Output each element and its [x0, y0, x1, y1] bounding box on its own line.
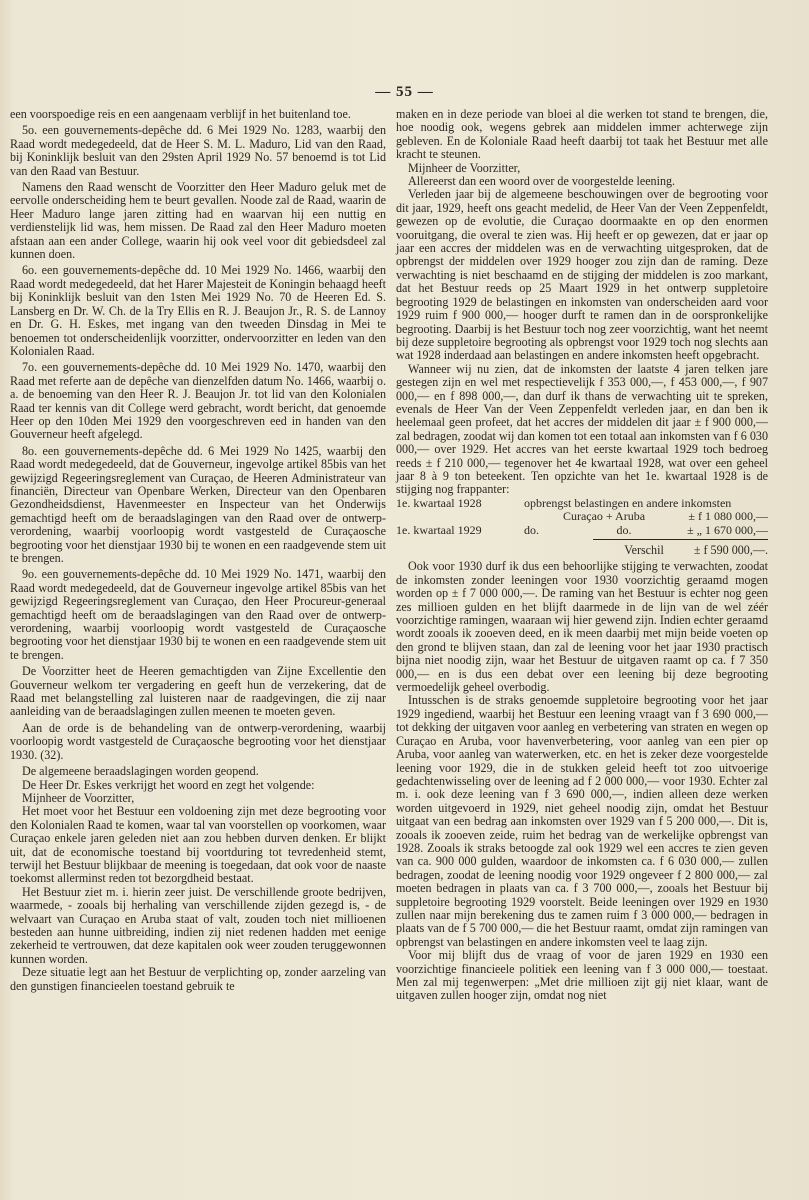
- paragraph: 5o. een gouvernements-depêche dd. 6 Mei 1929 No. 1283, waarbij den Raad wordt medegedeeld, dat de Heer S. M. L. Maduro, Lid van den Raad, bij Koninklijk besluit van den 29sten April 1929 No. 57 benoemd is tot Lid van den Raad van Bestuur.: [10, 123, 386, 178]
- table-period: 1e. kwartaal 1929: [396, 522, 482, 537]
- table-total-row: [396, 544, 768, 557]
- table-row: [396, 510, 768, 523]
- paragraph: Voor mij blijft dus de vraag of voor de jaren 1929 en 1930 een voorzichtige financieele politiek een leening van f 3 000 000,— toestaat. Men zal mij tegenwerpen: „Met drie millioen zijt gij niet klaar, want de uitgaven zullen hooger zijn, omdat nog niet: [396, 948, 768, 1003]
- left-column: [10, 108, 386, 993]
- paragraph: Verleden jaar bij de algemeene beschouwingen over de begrooting voor dit jaar, 1929, heeft ons geacht medelid, de Heer Van der Veen Zeppenfeldt, gewezen op de evolutie, die Curaçao doormaakte en op den enormen vooruitgang, die overal te zien was. Hij heeft er op gewezen, dat er jaar op jaar een accres der middelen was en de verwachting uitgesproken, dat de opbrengst der middelen over 1929 hooger zou zijn dan de raming. Deze verwachting is niet beschaamd en de stijging der middelen is zoo markant, dat het Bestuur reeds op 25 Maart 1929 in het ontwerp suppletoire begrooting 1929 de belastingen en inkomsten van onderscheiden aard voor 1929 ruim f 900 000,— hooger durft te ramen dan in de oorspronkelijke begrooting. Daarbij is het Bestuur toch nog zeer voorzichtig, want het neemt bij deze suppletoire begrooting als opbrengst voor 1929 toch nog slechts aan wat 1928 inderdaad aan belastingen en andere inkomsten heeft opgebracht.: [396, 187, 768, 363]
- paragraph: Aan de orde is de behandeling van de ontwerp-verordening, waarbij voorloopig wordt vastgesteld de Curaçaosche begrooting voor het dienstjaar 1930. (32).: [10, 720, 386, 762]
- table-total-amount: ± f 590 000,—.: [693, 543, 768, 557]
- paragraph: De Heer Dr. Eskes verkrijgt het woord en zegt het volgende:: [22, 777, 315, 792]
- table-total-rule: [593, 539, 768, 540]
- paragraph: 9o. een gouvernements-depêche dd. 10 Mei 1929 No. 1471, waarbij den Raad wordt medegedeeld, dat de Gouverneur ingevolge artikel 85bis van het gewijzigd Regeeringsreglement van Curaçao, den Heer Procureur-generaal gemachtigd heeft om de beraadslagingen van den Raad over de ontwerp-verordening, waarbij voorloopig wordt vastgesteld de Curaçaosche begrooting voor het dienstjaar 1930 bij te wonen en een raadgevende stem uit te brengen.: [10, 567, 386, 662]
- paragraph: Het moet voor het Bestuur een voldoening zijn met deze begrooting voor den Kolonialen Raad te komen, waar tal van voorstellen op voorkomen, waar Curaçao enkele jaren geleden niet aan zou hebben durven denken. Er blijkt uit, dat de economische toestand bij voortduring tot tevredenheid stemt, terwijl het Bestuur blijkbaar de meening is toegedaan, dat ook voor de naaste toekomst allerminst reden tot bezorgdheid bestaat.: [10, 804, 386, 886]
- page-number: — 55 —: [375, 84, 434, 100]
- table-amount: ± „ 1 670 000,—: [687, 522, 768, 537]
- paragraph: Mijnheer de Voorzitter,: [22, 790, 135, 805]
- paragraph: De algemeene beraadslagingen worden geopend.: [22, 764, 259, 779]
- paragraph: 7o. een gouvernements-depêche dd. 10 Mei 1929 No. 1470, waarbij den Raad met referte aan de depêche van dienzelfden datum No. 1466, waarbij o. a. de benoeming van den Heer R. J. Beaujon Jr. tot lid van den Kolonialen Raad ter kennis van dit College werd gebracht, wordt bericht, dat genoemde Heer op den 10den Mei 1929 den voorgeschreven eed in handen van den Gouverneur heeft afgelegd.: [10, 360, 386, 442]
- paragraph: Wanneer wij nu zien, dat de inkomsten der laatste 4 jaren telken jare gestegen zijn en wel met respectievelijk f 353 000,—, f 453 000,—, f 907 000,— en f 898 000,—, dan durf ik thans de verwachting uit te spreken, evenals de Heer Van der Veen Zeppenfeldt verleden jaar, en dan ben ik heelemaal geen profeet, dat het accres der middelen dit jaar ± f 900 000,— zal bedragen, zoodat wij dan komen tot een totaal aan inkomsten van f 6 030 000,— over 1929. Het accres van het eerste kwartaal 1929 toch bedroeg reeds ± f 210 000,— tegenover het 4e kwartaal 1928, wat over een geheel jaar 8 à 9 ton beteekent. Ten opzichte van het 1e. kwartaal 1928 is de stijging nog frappanter:: [396, 361, 768, 497]
- right-column: [396, 108, 768, 1003]
- table-place: Curaçao + Aruba: [562, 509, 646, 524]
- table-period: [396, 510, 524, 523]
- paragraph: De Voorzitter heet de Heeren gemachtigden van Zijne Excellentie den Gouverneur welkom ter vergadering en geeft hun de verzekering, dat de Raad met belangstelling zal luisteren naar de raadgevingen, die zij naar aanleiding van de beraadslagingen zullen meenen te moeten geven.: [10, 664, 386, 719]
- paragraph: Deze situatie legt aan het Bestuur de verplichting op, zonder aarzeling van den gunstigen financieelen toestand gebruik te: [10, 965, 386, 993]
- paragraph: Namens den Raad wenscht de Voorzitter den Heer Maduro geluk met de eervolle onderscheiding hem te beurt gevallen. Noode zal de Raad, waarin de Heer Maduro lange jaren zitting had en waarvan hij een nuttig en verdienstelijk lid was, hem missen. De Raad zal den Heer Maduro moeten afstaan aan een ander College, waarin hij ook veel voor dit gebiedsdeel zal kunnen doen.: [10, 180, 386, 262]
- table-middle: do.: [616, 522, 632, 537]
- table-amount: ± f 1 080 000,—: [688, 509, 768, 524]
- table-period: 1e. kwartaal 1928: [396, 495, 482, 510]
- table-row: [396, 524, 768, 537]
- paragraph: Ook voor 1930 durf ik dus een behoorlijke stijging te verwachten, zoodat de inkomsten zonder leeningen voor 1930 voorzichtig geraamd mogen worden op ± f 7 000 000,—. De raming van het Bestuur is echter nog geen zes millioen gulden en het blijft daarmede in de lijn van de wel zéér voorzichtige ramingen, waaraan wij hier gewend zijn. Indien echter geraamd wordt zooals ik zooeven deed, en ik meen daarbij met mijn beide voeten op den grond te blijven staan, dan zal de leening voor het jaar 1930 practisch bijna niet noodig zijn, waar het Bestuur de uitgaven raamt op ca. f 7 350 000,— en is dus een debat over een leening bij deze begrooting vermoedelijk geheel overbodig.: [396, 559, 768, 695]
- paragraph: maken en in deze periode van bloei al die werken tot stand te brengen, die, hoe noodig ook, wegens gebrek aan middelen immer achterwege zijn gebleven. En de Koloniale Raad heeft daarbij tot taak het Bestuur met alle kracht te steunen.: [396, 107, 768, 162]
- paragraph: Het Bestuur ziet m. i. hierin zeer juist. De verschillende groote bedrijven, waarmede, - zooals bij herhaling van verschillende zijden gezegd is, - de welvaart van Curaçao en Aruba staat of valt, zouden toch niet millioenen besteden aan hunne uitbreiding, indien zij niet redenen hadden met eenige zekerheid te vertrouwen, dat deze kapitalen ook weer zouden teruggewonnen kunnen worden.: [10, 884, 386, 966]
- paragraph: Intusschen is de straks genoemde suppletoire begrooting voor het jaar 1929 ingediend, waarbij het Bestuur een leening vraagt van f 3 690 000,— tot dekking der uitgaven voor aanleg en verbetering van straten en wegen op Curaçao en Aruba, voor havenverbetering, voor aanleg van een pier op Aruba, voor aanleg van waterwerken, etc. en het is zeker deze voorgestelde leening voor 1929, die in de stukken geleid heeft tot zoo uitvoerige gedachtenwisseling over de leening ad f 2 000 000,— voor 1930. Echter zal m. i. ook deze leening van f 3 690 000,—, indien alleen deze werken worden uitgevoerd in 1929, niet geheel noodig zijn, omdat het Bestuur uitgaat van een bedrag aan inkomsten over 1929 van f 5 200 000,—. Dit is, zooals ik zooeven zeide, ruim het bedrag van de werkelijke opbrengst van 1928. Zooals ik straks betoogde zal ook 1929 wel een accres te zien geven van ca. 900 000 gulden, waardoor de inkomsten ca. f 6 030 000,— zullen bedragen, zoodat de leening noodig voor 1929 ongeveer f 2 800 000,— zal moeten bedragen in plaats van ca. f 3 700 000,—, zooals het Bestuur bij suppletoire begrooting 1929 voorstelt. Beide leeningen over 1929 en 1930 zullen naar mijn berekening dus te zamen ruim f 3 000 000,— bedragen in plaats van de f 5 700 000,— die het Bestuur raamt, omdat zijn ramingen van opbrengst van belastingen en andere inkomsten veel te laag zijn.: [396, 693, 768, 949]
- table-header-row: [396, 497, 768, 510]
- paragraph: Mijnheer de Voorzitter,: [408, 160, 521, 175]
- table-header-label: opbrengst belastingen en andere inkomsten: [524, 495, 732, 510]
- paragraph: 6o. een gouvernements-depêche dd. 10 Mei 1929 No. 1466, waarbij den Raad wordt medegedeeld, dat het Harer Majesteit de Koningin behaagd heeft bij Koninklijk besluit van den 1sten Mei 1929 No. 70 de Heeren Ed. S. Lansberg en Dr. W. Ch. de la Try Ellis en R. J. Beaujon Jr., R. S. de Lannoy en Dr. G. H. Eskes, met ingang van den tweeden Dinsdag in Mei te benoemen tot onderscheidenlijk voorzitter, ondervoorzitter en leden van den Kolonialen Raad.: [10, 263, 386, 358]
- table-total-label: Verschil: [624, 543, 664, 557]
- paragraph: een voorspoedige reis en een aangenaam verblijf in het buitenland toe.: [10, 107, 351, 121]
- paragraph: Allereerst dan een woord over de voorgestelde leening.: [408, 174, 676, 189]
- table-place: do.: [524, 522, 539, 537]
- paragraph: 8o. een gouvernements-depêche dd. 6 Mei 1929 No 1425, waarbij den Raad wordt medegedeeld, dat de Gouverneur, ingevolge artikel 85bis van het gewijzigd Regeeringsreglement van Curaçao, de Heeren Administrateur van financiën, Directeur van Openbare Werken, Directeur van den Openbaren Gezondheidsdienst, Havenmeester en Inspecteur van het Onderwijs gemachtigd heeft om de beraadslagingen van den Raad over de ontwerp-verordening, waarbij voorloopig wordt vastgesteld de Curaçaosche begrooting voor het dienstjaar 1930 bij te wonen en een raadgevende stem uit te brengen.: [10, 443, 386, 565]
